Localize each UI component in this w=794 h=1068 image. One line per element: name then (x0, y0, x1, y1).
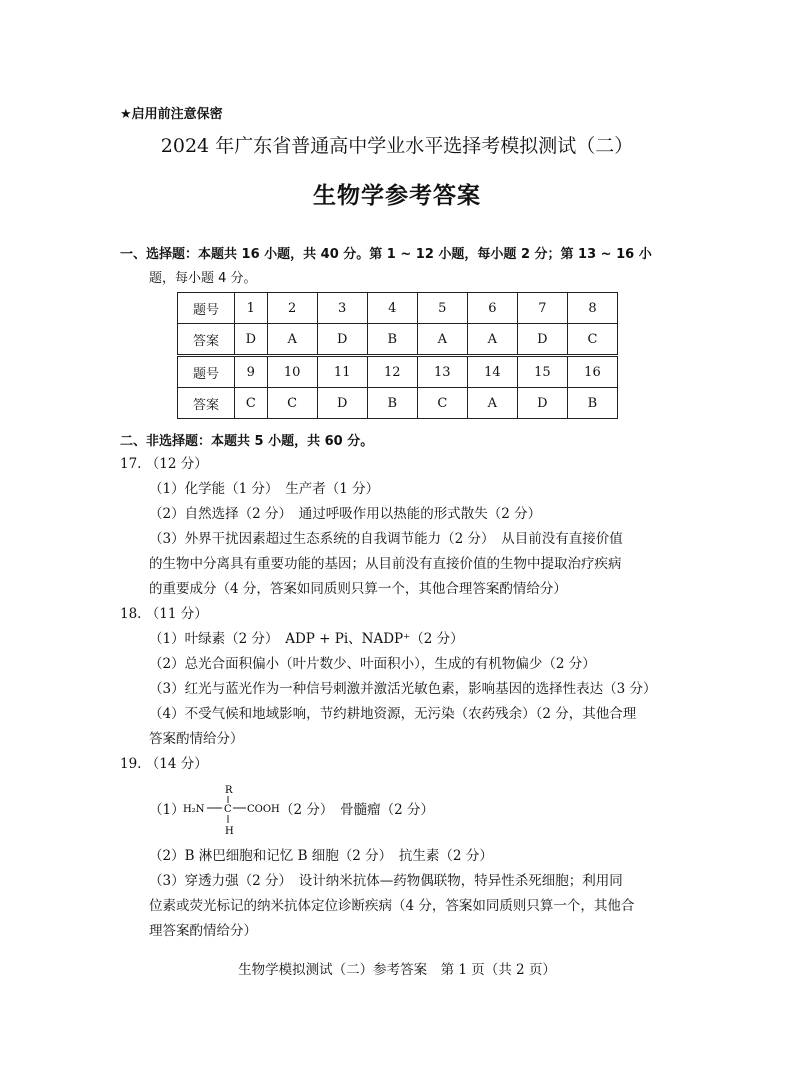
q19-answer-2: （2）B 淋巴细胞和记忆 B 细胞（2 分） 抗生素（2 分） (149, 848, 493, 864)
amino-acid-structure-formula (183, 781, 283, 841)
table-cell: 8 (567, 293, 617, 324)
table-header-cell: 题号 (178, 356, 235, 388)
answer-table (177, 292, 618, 419)
table-cell: B (567, 388, 617, 419)
table-cell: A (267, 324, 317, 356)
table-row (178, 356, 618, 388)
page-footer: 生物学模拟测试（二）参考答案 第 1 页（共 2 页） (238, 962, 556, 978)
q18-heading: 18. （11 分） (120, 606, 208, 622)
q17-answer-3-cont1: 的生物中分离具有重要功能的基因；从目前没有直接价值的生物中提取治疗疾病 (149, 556, 622, 572)
q17-answer-3: （3）外界干扰因素超过生态系统的自我调节能力（2 分） 从目前没有直接价值 (149, 531, 623, 547)
q18-answer-4-cont: 答案酌情给分） (149, 731, 244, 747)
page-title: 2024 年广东省普通高中学业水平选择考模拟测试（二） (160, 135, 634, 157)
table-cell: 13 (417, 356, 467, 388)
table-cell: 11 (317, 356, 367, 388)
q19-heading: 19. （14 分） (120, 756, 208, 772)
table-cell: 7 (517, 293, 567, 324)
table-cell: D (317, 388, 367, 419)
table-cell: A (467, 324, 517, 356)
table-cell: 16 (567, 356, 617, 388)
section2-heading: 二、非选择题：本题共 5 小题，共 60 分。 (120, 434, 374, 449)
table-cell: 5 (417, 293, 467, 324)
table-cell: 12 (367, 356, 417, 388)
table-cell: 1 (235, 293, 268, 324)
table-cell: B (367, 388, 417, 419)
table-header-cell: 答案 (178, 324, 235, 356)
table-row (178, 388, 618, 419)
q18-answer-1: （1）叶绿素（2 分） ADP + Pi、NADP⁺（2 分） (149, 631, 464, 647)
q19-answer-3-cont1: 位素或荧光标记的纳米抗体定位诊断疾病（4 分，答案如同质则只算一个，其他合 (149, 898, 635, 914)
struct-amino-group: H₂N (183, 804, 205, 815)
table-cell: C (267, 388, 317, 419)
table-cell: D (317, 324, 367, 356)
q17-heading: 17. （12 分） (120, 456, 208, 472)
q19-answer-1-prefix: （1） (149, 802, 185, 818)
table-cell: 4 (367, 293, 417, 324)
q19-answer-3: （3）穿透力强（2 分） 设计纳米抗体—药物偶联物，特异性杀死细胞；利用同 (149, 873, 623, 889)
table-cell: A (467, 388, 517, 419)
q18-answer-4: （4）不受气候和地域影响，节约耕地资源，无污染（农药残余）（2 分，其他合理 (149, 706, 637, 722)
q17-answer-2: （2）自然选择（2 分） 通过呼吸作用以热能的形式散失（2 分） (149, 506, 542, 522)
table-row (178, 324, 618, 356)
table-cell: B (367, 324, 417, 356)
q19-answer-1-suffix: （2 分） 骨髓瘤（2 分） (280, 802, 435, 818)
table-cell: 14 (467, 356, 517, 388)
q17-answer-3-cont2: 的重要成分（4 分，答案如同质则只算一个，其他合理答案酌情给分） (149, 581, 567, 597)
q19-answer-3-cont2: 理答案酌情给分） (149, 923, 257, 939)
q18-answer-2: （2）总光合面积偏小（叶片数少、叶面积小），生成的有机物偏少（2 分） (149, 656, 596, 672)
table-cell: C (417, 388, 467, 419)
table-row (178, 293, 618, 324)
table-cell: A (417, 324, 467, 356)
table-cell: 6 (467, 293, 517, 324)
table-cell: 2 (267, 293, 317, 324)
page-subtitle: 生物学参考答案 (313, 183, 481, 209)
struct-hydrogen: H (225, 826, 234, 837)
struct-r-group: R (225, 785, 233, 796)
table-header-cell: 题号 (178, 293, 235, 324)
table-cell: C (567, 324, 617, 356)
table-cell: D (517, 324, 567, 356)
table-cell: 3 (317, 293, 367, 324)
section1-heading-line1: 一、选择题：本题共 16 小题，共 40 分。第 1 ~ 12 小题，每小题 2 分；第 13 ~ 16 小 (120, 247, 652, 262)
section1-heading-line2: 题，每小题 4 分。 (149, 271, 257, 286)
confidential-notice: ★启用前注意保密 (120, 107, 223, 122)
table-cell: 9 (235, 356, 268, 388)
q18-answer-3: （3）红光与蓝光作为一种信号刺激并激活光敏色素，影响基因的选择性表达（3 分） (149, 681, 657, 697)
struct-carboxyl-group: COOH (247, 804, 280, 815)
table-cell: C (235, 388, 268, 419)
table-cell: D (235, 324, 268, 356)
table-cell: 15 (517, 356, 567, 388)
struct-central-carbon: C (224, 804, 232, 815)
q17-answer-1: （1）化学能（1 分） 生产者（1 分） (149, 481, 380, 497)
table-cell: 10 (267, 356, 317, 388)
table-cell: D (517, 388, 567, 419)
table-header-cell: 答案 (178, 388, 235, 419)
